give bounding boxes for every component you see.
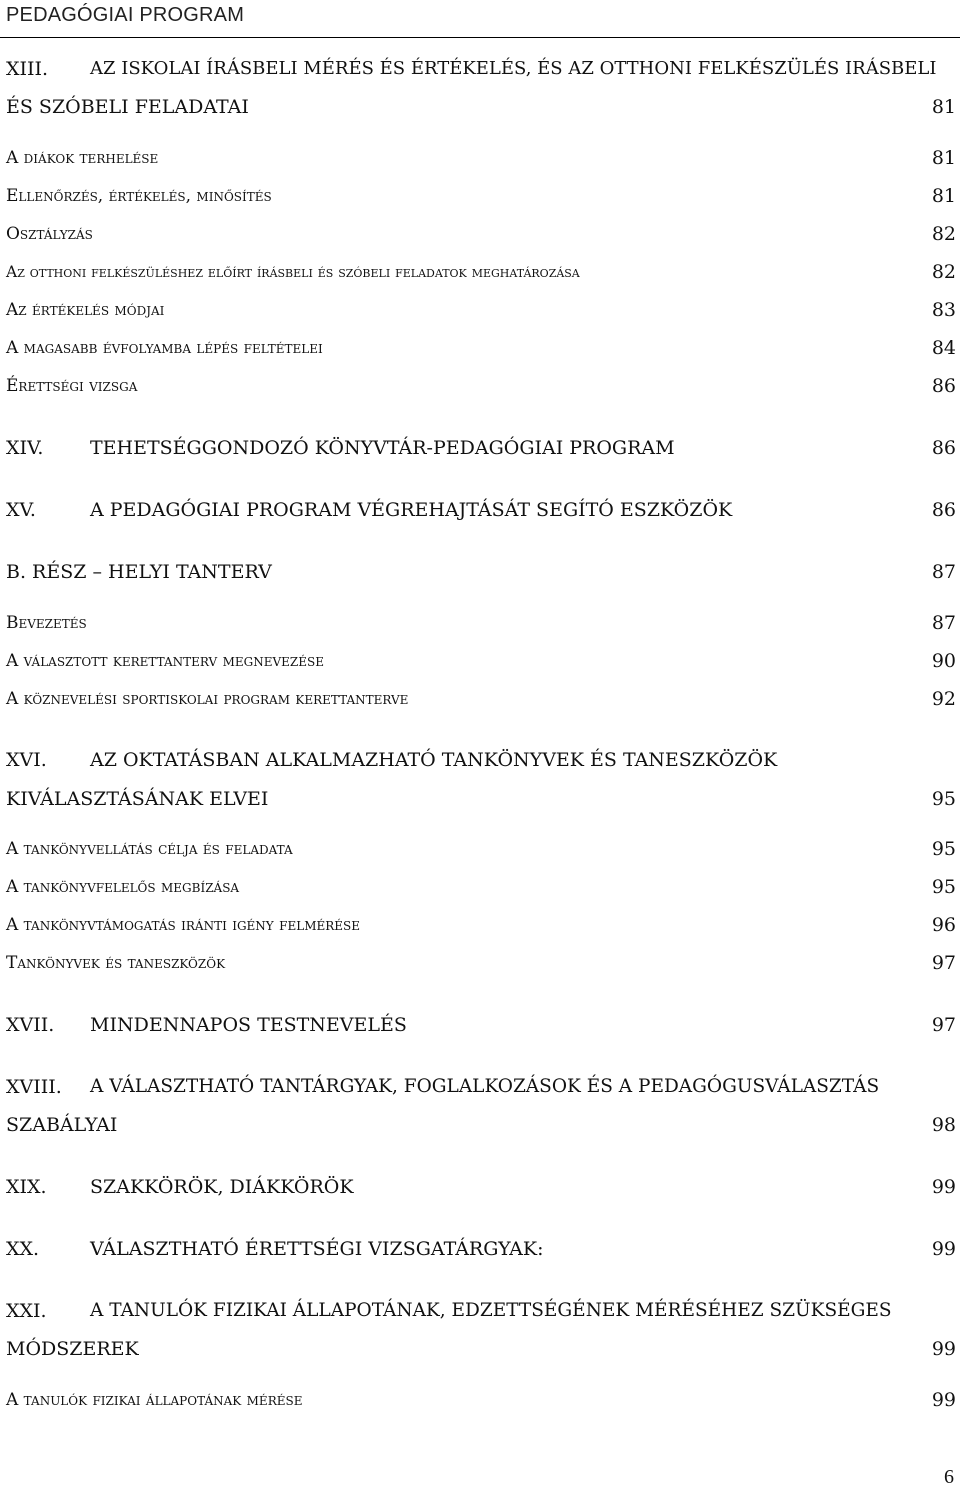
toc-subentry[interactable] bbox=[6, 686, 956, 712]
toc-subentry[interactable] bbox=[6, 335, 956, 361]
toc-entry-title-cont: KIVÁLASZTÁSÁNAK ELVEI bbox=[6, 788, 269, 810]
toc-entry-xiii[interactable] bbox=[6, 56, 956, 82]
toc-entry-xvi[interactable] bbox=[6, 747, 956, 773]
page-number: 6 bbox=[944, 1466, 954, 1488]
page-header bbox=[0, 0, 960, 38]
toc-entry-title: Érettségi vizsga bbox=[6, 376, 138, 396]
toc-entry-xxi-cont[interactable] bbox=[6, 1336, 956, 1362]
toc-entry-page: 81 bbox=[931, 96, 956, 118]
toc-entry-page: 82 bbox=[931, 261, 956, 283]
toc-entry-xiii-cont[interactable] bbox=[6, 94, 956, 120]
toc-entry-title: AZ ISKOLAI ÍRÁSBELI MÉRÉS ÉS ÉRTÉKELÉS, ÉS AZ OTTHONI FELKÉSZÜLÉS IRÁSBELI bbox=[90, 58, 937, 79]
toc-entry-page: 97 bbox=[931, 1014, 956, 1036]
toc-entry-page: 97 bbox=[931, 952, 956, 974]
toc-entry-title: A diákok terhelése bbox=[6, 148, 159, 168]
toc-entry-xxi[interactable] bbox=[6, 1298, 956, 1324]
toc-entry-title: SZAKKÖRÖK, DIÁKKÖRÖK bbox=[90, 1176, 354, 1198]
toc-entry-title: B. RÉSZ – HELYI TANTERV bbox=[6, 561, 272, 583]
toc-entry-xx[interactable] bbox=[6, 1236, 956, 1262]
toc-subentry[interactable] bbox=[6, 373, 956, 399]
toc-entry-title: Tankönyvek és taneszközök bbox=[6, 953, 226, 973]
toc-entry-page: 99 bbox=[931, 1338, 956, 1360]
toc-subentry[interactable] bbox=[6, 912, 956, 938]
toc-entry-title: VÁLASZTHATÓ ÉRETTSÉGI VIZSGATÁRGYAK: bbox=[90, 1238, 544, 1260]
toc-entry-page: 87 bbox=[931, 612, 956, 634]
toc-entry-page: 84 bbox=[931, 337, 956, 359]
toc-entry-number: XIV. bbox=[6, 437, 44, 459]
toc-entry-xv[interactable] bbox=[6, 497, 956, 523]
header-title: PEDAGÓGIAI PROGRAM bbox=[6, 4, 245, 26]
toc-entry-page: 87 bbox=[931, 561, 956, 583]
toc-entry-title: Ellenőrzés, értékelés, minősítés bbox=[6, 186, 272, 206]
toc-entry-title: A választott kerettanterv megnevezése bbox=[6, 651, 324, 671]
toc-entry-page: 99 bbox=[931, 1238, 956, 1260]
toc-entry-xix[interactable] bbox=[6, 1174, 956, 1200]
toc-entry-number: XVII. bbox=[6, 1014, 55, 1036]
toc-entry-title: MINDENNAPOS TESTNEVELÉS bbox=[90, 1014, 407, 1036]
toc-subentry[interactable] bbox=[6, 1387, 956, 1413]
toc-entry-title: TEHETSÉGGONDOZÓ KÖNYVTÁR-PEDAGÓGIAI PROGRAM bbox=[90, 437, 675, 459]
toc-entry-number: XVIII. bbox=[6, 1076, 62, 1098]
toc-entry-xiv[interactable] bbox=[6, 435, 956, 461]
toc-entry-page: 92 bbox=[931, 688, 956, 710]
toc-entry-page: 81 bbox=[931, 185, 956, 207]
toc-entry-page: 86 bbox=[931, 437, 956, 459]
toc-subentry[interactable] bbox=[6, 259, 956, 285]
toc-entry-title: Az értékelés módjai bbox=[6, 300, 165, 320]
toc-entry-title: Az otthoni felkészüléshez előírt írásbeli és szóbeli feladatok meghatározása bbox=[6, 263, 580, 281]
toc-entry-part-b[interactable] bbox=[6, 559, 956, 585]
toc-entry-title: Osztályzás bbox=[6, 224, 93, 244]
toc-entry-title-cont: SZABÁLYAI bbox=[6, 1114, 118, 1136]
toc-entry-xviii[interactable] bbox=[6, 1074, 956, 1100]
toc-subentry[interactable] bbox=[6, 297, 956, 323]
toc-entry-number: XV. bbox=[6, 499, 36, 521]
toc-entry-page: 99 bbox=[931, 1389, 956, 1411]
toc-entry-page: 90 bbox=[931, 650, 956, 672]
toc-subentry[interactable] bbox=[6, 648, 956, 674]
toc-entry-number: XIX. bbox=[6, 1176, 47, 1198]
toc-entry-xvii[interactable] bbox=[6, 1012, 956, 1038]
toc-entry-number: XXI. bbox=[6, 1300, 47, 1322]
toc-entry-page: 83 bbox=[931, 299, 956, 321]
toc-entry-number: XIII. bbox=[6, 58, 49, 80]
toc-entry-number: XVI. bbox=[6, 749, 47, 771]
toc-entry-page: 86 bbox=[931, 375, 956, 397]
toc-entry-title: A tankönyvfelelős megbízása bbox=[6, 877, 240, 897]
toc-entry-title: A VÁLASZTHATÓ TANTÁRGYAK, FOGLALKOZÁSOK ÉS A PEDAGÓGUSVÁLASZTÁS bbox=[90, 1076, 880, 1097]
toc-entry-page: 86 bbox=[931, 499, 956, 521]
toc-entry-title: A magasabb évfolyamba lépés feltételei bbox=[6, 338, 323, 358]
toc-entry-title-cont: ÉS SZÓBELI FELADATAI bbox=[6, 96, 249, 118]
toc-entry-page: 95 bbox=[931, 788, 956, 810]
toc-entry-number: XX. bbox=[6, 1238, 40, 1260]
toc-entry-page: 95 bbox=[931, 876, 956, 898]
toc-entry-page: 96 bbox=[931, 914, 956, 936]
toc-entry-title: A tankönyvtámogatás iránti igény felmérése bbox=[6, 915, 361, 935]
toc-entry-title: A tankönyvellátás célja és feladata bbox=[6, 839, 293, 859]
toc-entry-title: A TANULÓK FIZIKAI ÁLLAPOTÁNAK, EDZETTSÉGÉNEK MÉRÉSÉHEZ SZÜKSÉGES bbox=[90, 1300, 892, 1321]
toc-subentry[interactable] bbox=[6, 145, 956, 171]
toc-subentry[interactable] bbox=[6, 221, 956, 247]
toc-entry-title: A köznevelési sportiskolai program kerettanterve bbox=[6, 689, 409, 709]
toc-entry-xvi-cont[interactable] bbox=[6, 786, 956, 812]
toc-subentry[interactable] bbox=[6, 610, 956, 636]
toc-entry-title: AZ OKTATÁSBAN ALKALMAZHATÓ TANKÖNYVEK ÉS TANESZKÖZÖK bbox=[90, 749, 778, 771]
toc-entry-title: Bevezetés bbox=[6, 613, 87, 633]
toc-entry-page: 98 bbox=[931, 1114, 956, 1136]
toc-subentry[interactable] bbox=[6, 874, 956, 900]
toc-entry-page: 82 bbox=[931, 223, 956, 245]
toc-entry-title-cont: MÓDSZEREK bbox=[6, 1338, 139, 1360]
toc-entry-page: 81 bbox=[931, 147, 956, 169]
toc-subentry[interactable] bbox=[6, 950, 956, 976]
toc-subentry[interactable] bbox=[6, 183, 956, 209]
toc-entry-xviii-cont[interactable] bbox=[6, 1112, 956, 1138]
toc-entry-page: 99 bbox=[931, 1176, 956, 1198]
toc-entry-title: A PEDAGÓGIAI PROGRAM VÉGREHAJTÁSÁT SEGÍTÓ ESZKÖZÖK bbox=[90, 499, 733, 521]
toc-subentry[interactable] bbox=[6, 836, 956, 862]
toc-entry-page: 95 bbox=[931, 838, 956, 860]
toc-entry-title: A tanulók fizikai állapotának mérése bbox=[6, 1390, 303, 1410]
